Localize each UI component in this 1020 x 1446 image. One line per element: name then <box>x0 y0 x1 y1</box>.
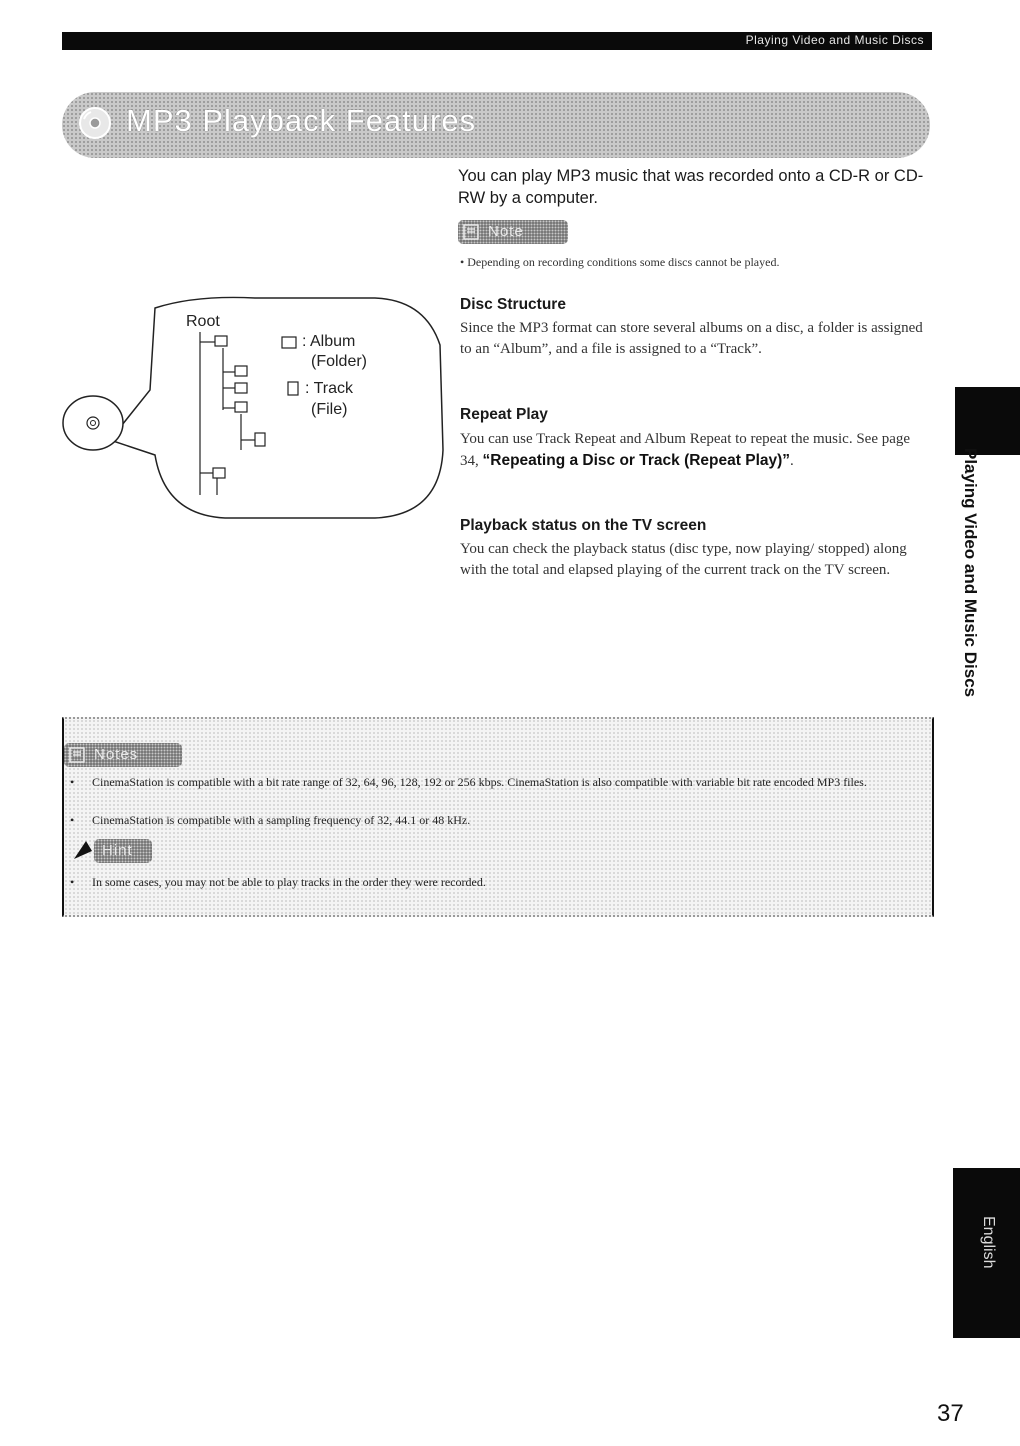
title-banner <box>62 92 930 158</box>
diagram-outline <box>110 297 443 518</box>
side-chapter-label <box>958 448 982 718</box>
repeat-play-end: . <box>790 453 794 469</box>
intro-text: You can play MP3 music that was recorded onto a CD-R or CD-RW by a computer. <box>458 167 924 207</box>
track-sub-label: (File) <box>311 401 348 418</box>
track-legend-icon <box>288 382 298 395</box>
notes-item-text: CinemaStation is compatible with a sampling frequency of 32, 44.1 or 48 kHz. <box>92 813 471 827</box>
side-chapter-text: Playing Video and Music Discs <box>961 448 980 698</box>
repeat-play-body <box>460 429 930 472</box>
header-section-title: Playing Video and Music Discs <box>745 33 924 47</box>
hint-item: • In some cases, you may not be able to play tracks in the order they were recorded. <box>70 875 486 889</box>
language-tab-label: English <box>980 1216 997 1269</box>
album-label: : Album <box>302 333 356 350</box>
repeat-play-text: You can use Track Repeat and Album Repeat to repeat the music. See page 34, <box>460 431 911 469</box>
hint-arrow-icon <box>72 837 157 863</box>
page-title: MP3 Playback Features <box>126 103 477 138</box>
notes-item: • CinemaStation is compatible with a bit rate range of 32, 64, 96, 128, 192 or 256 kbps. CinemaStation is also compatible with variable bit rate encoded MP3 files. <box>70 775 867 789</box>
intro-note: • Depending on recording conditions some discs cannot be played. <box>460 255 780 269</box>
notes-icon <box>68 746 86 764</box>
folder-icons <box>213 336 247 478</box>
track-file-icon <box>255 433 265 446</box>
chapter-side-tab <box>955 387 1020 455</box>
root-label: Root <box>186 313 220 330</box>
notes-label: Notes <box>94 746 139 763</box>
hint-label: Hint <box>102 842 133 859</box>
note-label: Note <box>488 223 524 240</box>
note-badge <box>458 220 568 244</box>
playback-status-body: You can check the playback status (disc type, now playing/ stopped) along with the total and elapsed playing of the current track on the TV screen. <box>460 541 907 578</box>
album-sub-label: (Folder) <box>311 353 368 370</box>
disc-structure-heading: Disc Structure <box>460 296 566 313</box>
header-bar <box>62 32 932 50</box>
repeat-play-link[interactable]: “Repeating a Disc or Track (Repeat Play)” <box>482 452 791 469</box>
page-number: 37 <box>937 1400 964 1427</box>
notes-box <box>62 717 934 917</box>
disc-icon <box>63 396 123 450</box>
notes-badge <box>64 743 182 767</box>
notes-item-text: CinemaStation is compatible with a bit rate range of 32, 64, 96, 128, 192 or 256 kbps. CinemaStation is also compatible with variable bit rate encoded MP3 files. <box>92 775 867 789</box>
hint-item-text: In some cases, you may not be able to play tracks in the order they were recorded. <box>92 875 486 889</box>
cd-icon <box>78 106 112 140</box>
disc-structure-body: Since the MP3 format can store several albums on a disc, a folder is assigned to an “Album”, and a file is assigned to a “Track”. <box>460 320 923 357</box>
album-legend-icon <box>282 337 296 348</box>
repeat-play-heading: Repeat Play <box>460 406 548 423</box>
tree-lines <box>200 332 255 495</box>
track-label: : Track <box>305 380 354 397</box>
notes-item: • CinemaStation is compatible with a sampling frequency of 32, 44.1 or 48 kHz. <box>70 813 471 827</box>
folder-structure-diagram <box>55 290 455 540</box>
playback-status-heading: Playback status on the TV screen <box>460 517 707 534</box>
note-icon <box>462 223 480 241</box>
language-tab <box>953 1168 1020 1338</box>
